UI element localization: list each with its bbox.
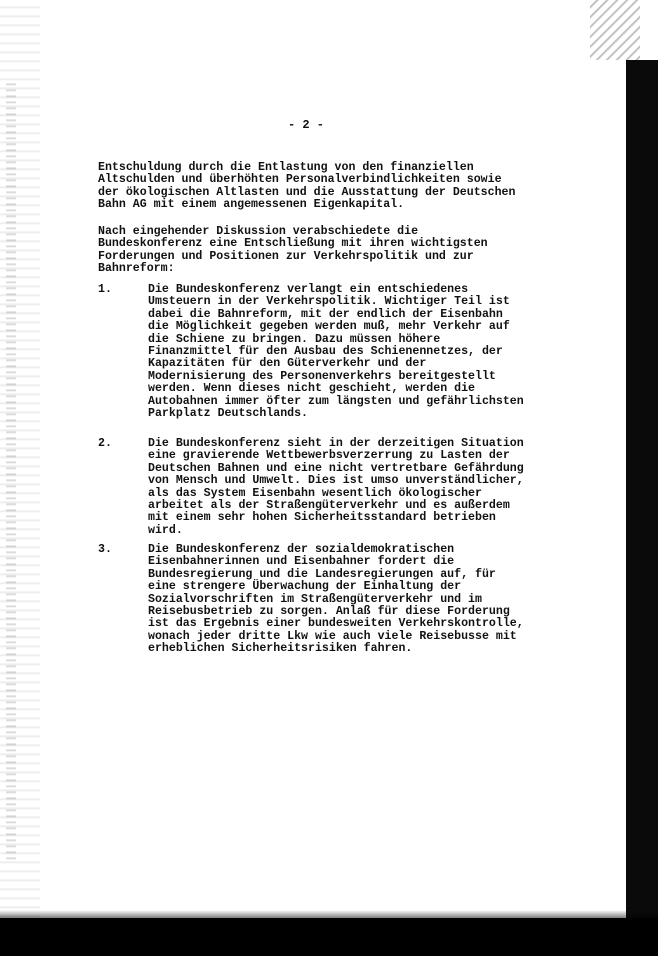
list-item-text: Die Bundeskonferenz verlangt ein entschiedenes Umsteuern in der Verkehrspolitik. Wichtiger Teil ist dabei die Bahnreform, mit der endlich der Eisenbahn die Möglichkeit gegeben werden muß, mehr Verkehr auf die Schiene zu bringen. Dazu müssen höhere Finanzmittel für den Ausbau des Schienennetzes, der Kapazitäten für den Güterverkehr und der Modernisierung des Personenverkehrs bereitgestellt werden. Wenn dieses nicht geschieht, werden die Autobahnen immer öfter zum längsten und gefährlichsten Parkplatz Deutschlands.	[148, 283, 524, 421]
paragraph-diskussion: Nach eingehender Diskussion verabschiedete die Bundeskonferenz eine Entschließung mit ihren wichtigsten Forderungen und Positionen zur Verkehrspolitik und zur Bahnreform:	[98, 225, 488, 276]
page-number: - 2 -	[288, 118, 325, 132]
scan-bottom-shadow	[0, 910, 658, 918]
scan-top-right-speck	[590, 0, 640, 60]
list-item-number: 3.	[98, 543, 112, 556]
list-item-text: Die Bundeskonferenz der sozialdemokratischen Eisenbahnerinnen und Eisenbahner fordert die Bundesregierung und die Landesregierungen auf, für eine strengere Überwachung der Einhaltung der Sozialvorschriften im Straßengüterverkehr und im Reisebusbetrieb zu sorgen. Anlaß für diese Forderung ist das Ergebnis einer bundesweiten Verkehrskontrolle, wonach jeder dritte Lkw wie auch viele Reisebusse mit erheblichen Sicherheitsrisiken fahren.	[148, 543, 524, 656]
scan-bottom-edge	[0, 918, 658, 956]
list-item-number: 1.	[98, 283, 112, 296]
list-item-number: 2.	[98, 437, 112, 450]
scan-right-edge	[626, 60, 658, 930]
list-item-text: Die Bundeskonferenz sieht in der derzeitigen Situation eine gravierende Wettbewerbsverzerrung zu Lasten der Deutschen Bahnen und eine nicht vertretbare Gefährdung von Mensch und Umwelt. Dies ist umso unverständlicher, als das System Eisenbahn wesentlich ökologischer arbeitet als der Straßengüterverkehr und es außerdem mit einem sehr hohen Sicherheitsstandard betrieben wird.	[148, 437, 524, 537]
scan-left-edge	[0, 0, 40, 956]
paragraph-entschuldung: Entschuldung durch die Entlastung von den finanziellen Altschulden und überhöhten Personalverbindlichkeiten sowie der ökologischen Altlasten und die Ausstattung der Deutschen Bahn AG mit einem angemessenen Eigenkapital.	[98, 161, 516, 212]
